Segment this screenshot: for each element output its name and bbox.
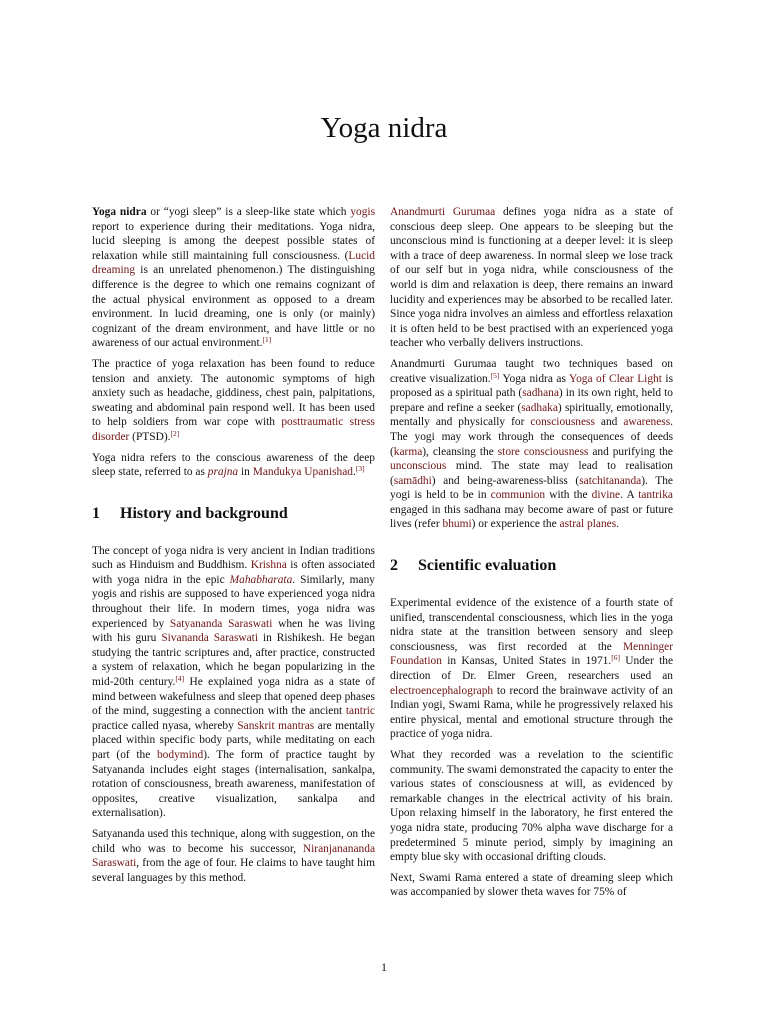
link-store-consciousness[interactable]: store consciousness: [497, 445, 589, 458]
text: is often associated with yoga nidra in the epic: [92, 559, 375, 586]
link-niranjanananda-saraswati[interactable]: Niranjanananda Saraswati: [92, 842, 375, 870]
link-satchitananda[interactable]: satchitananda: [579, 474, 642, 487]
link-tantric[interactable]: tantric: [345, 705, 375, 718]
text: in: [238, 466, 253, 479]
link-awareness[interactable]: awareness: [623, 416, 671, 429]
text: mind. The state may lead to realisation (: [390, 460, 673, 487]
text: .: [352, 466, 356, 479]
link-karma[interactable]: karma: [393, 445, 423, 458]
reference-5[interactable]: [5]: [490, 370, 500, 380]
text: . A: [620, 489, 639, 502]
link-lucid-dreaming[interactable]: Lucid dreaming: [92, 249, 375, 277]
text: defines yoga nidra as a state of conscious deep sleep. One appears to be sleeping but the unconscious mind is functioning at a deeper level: it is sleep with a trace of deep awareness. In normal sleep we lose track of our self but in yoga nidra, while consciousness of the world is dim and relaxation is deep, there remains an inward lucidity and experiences may be absorbed to be recalled later. Since yoga nidra involves an aimless and effortless relaxation it is often held to be best practised with an experienced yoga teacher who verbally delivers instructions.: [390, 206, 674, 350]
text: ). The yogi is held to be in: [390, 474, 673, 502]
link-yogis[interactable]: yogis: [350, 206, 375, 218]
link-krishna[interactable]: Krishna: [250, 559, 287, 572]
text: are mentally placed within specific body parts, while meditating on each part (of the: [92, 719, 376, 761]
section-number: 2: [390, 557, 398, 575]
link-mandukya-upanishad[interactable]: Mandukya Upanishad: [252, 466, 353, 479]
page-number: 1: [381, 960, 387, 974]
section-heading-scientific-evaluation: [390, 556, 673, 576]
text: , from the age of four. He claims to have taught him several languages by this method.: [92, 857, 375, 884]
text: Next, Swami Rama entered a state of dreaming sleep which was accompanied by slower theta waves for 75% of: [390, 871, 673, 899]
link-samadhi[interactable]: samādhi: [393, 474, 432, 487]
text: Anandmurti Gurumaa taught two techniques based on creative visualization.: [390, 357, 673, 385]
text: . The yogi may work through the consequences of deeds (: [390, 416, 673, 458]
text: Yoga nidra refers to the conscious awareness of the deep sleep state, referred to as: [92, 451, 375, 479]
text: Under the direction of Dr. Elmer Green, researchers used an: [390, 655, 673, 683]
reference-6[interactable]: [6]: [611, 653, 620, 663]
link-satyananda-saraswati[interactable]: Satyananda Saraswati: [169, 617, 273, 630]
text: report to experience during their meditations. Yoga nidra, lucid sleeping is among the deepest possible states of relaxation while still maintaining full consciousness. (: [92, 220, 375, 262]
paragraph: [390, 748, 673, 865]
text: is an unrelated phenomenon.) The distinguishing difference is the degree to which one remains cognizant of the actual physical environment as opposed to a dream environment. In lucid dreaming, one is only (or mainly) cognizant of the dream environment, and have little or no awareness of our actual environment.: [92, 264, 375, 350]
link-unconscious[interactable]: unconscious: [390, 460, 447, 473]
text: Satyananda used this technique, along with suggestion, on the child who was to become his successor,: [92, 827, 375, 855]
link-communion[interactable]: communion: [490, 489, 546, 502]
right-column: [390, 205, 673, 906]
text: The practice of yoga relaxation has been found to reduce tension and anxiety. The autonomic symptoms of high anxiety such as headache, giddiness, chest pain, palpitations, sweating and abdominal pain respond well. It has been used to help soldiers from war cope with: [92, 357, 375, 429]
paragraph: [390, 596, 673, 742]
text: He explained yoga nidra as a state of mind between wakefulness and sleep that opened deep phases of the mind, suggesting a connection with the ancient: [92, 676, 376, 718]
link-sivananda-saraswati[interactable]: Sivananda Saraswati: [161, 632, 259, 645]
text: Experimental evidence of the existence of a fourth state of unified, transcendental consciousness, which lies in the yoga nidra state at the transition between sensory and sleep consciousness, was first recorded at the: [390, 597, 673, 653]
text: What they recorded was a revelation to the scientific community. The swami demonstrated the capacity to enter the various states of consciousness at will, as evidenced by remarkable changes in the electrical activity of his brain. Upon relaxing himself in the laboratory, he first entered the yoga nidra state, producing 70% alpha wave discharge for a predetermined 5 minute period, simply by imagining an empty blue sky with occasional drifting clouds.: [390, 749, 673, 864]
text: . Similarly, many yogis and rishis are supposed to have experienced yoga nidra throughout their life. In modern times, yoga nidra was experienced by: [92, 573, 375, 630]
section-number: 1: [92, 504, 100, 522]
text: is proposed as a spiritual path (: [390, 372, 673, 400]
text: in Rishikesh. He began studying the tantric scriptures and, after practice, constructed a system of relaxation, which he began popularizing in the mid-20th century.: [92, 632, 375, 689]
paragraph: [390, 357, 673, 532]
text: in Kansas, United States in 1971.: [441, 655, 612, 668]
paragraph: [390, 871, 673, 900]
page-title: Yoga nidra: [320, 112, 448, 144]
text: ), cleansing the: [422, 445, 498, 458]
paragraph: [92, 205, 375, 351]
link-anandmurti-gurumaa[interactable]: Anandmurti Gurumaa: [390, 206, 496, 218]
reference-4[interactable]: [4]: [175, 674, 185, 684]
section-title: History and background: [120, 504, 288, 522]
link-tantrika[interactable]: tantrika: [638, 489, 673, 502]
term-bold: Yoga nidra: [92, 206, 147, 218]
text: or “yogi sleep” is a sleep-like state which: [146, 206, 351, 218]
paragraph: [92, 357, 375, 445]
link-yoga-of-clear-light[interactable]: Yoga of Clear Light: [568, 372, 662, 385]
reference-1[interactable]: [1]: [262, 335, 272, 345]
text: .: [616, 518, 620, 531]
reference-3[interactable]: [3]: [355, 464, 365, 474]
text: and: [594, 416, 624, 429]
link-sanskrit-mantras[interactable]: Sanskrit mantras: [237, 719, 315, 732]
link-divine[interactable]: divine: [591, 489, 621, 502]
text: practice called nyasa, whereby: [92, 719, 238, 732]
text: ) spiritually, emotionally, mentally and physically for: [390, 401, 673, 429]
paragraph: [92, 451, 375, 480]
paragraph: [92, 544, 375, 821]
link-prajna[interactable]: prajna: [207, 466, 239, 479]
left-column: [92, 205, 375, 891]
text: ) in its own right, held to prepare and refine a seeker (: [390, 387, 674, 414]
link-bhumi[interactable]: bhumi: [442, 518, 472, 531]
link-ptsd[interactable]: posttraumatic stress disorder: [92, 416, 375, 443]
link-mahabharata[interactable]: Mahabharata: [229, 573, 293, 586]
text: Yoga nidra as: [499, 372, 569, 385]
paragraph: [92, 827, 375, 885]
text: to record the brainwave activity of an Indian yogi, Swami Rama, while he progressively relaxed his entire physical, mental and emotional structure through the practice of yoga nidra.: [390, 684, 673, 741]
link-sadhaka[interactable]: sadhaka: [521, 401, 558, 414]
text: ). The form of practice taught by Satyananda includes eight stages (internalisation, sankalpa, rotation of consciousness, breath awareness, manifestation of opposites, creative visualization, sankalpa and externalisation).: [92, 749, 376, 820]
paragraph: [390, 205, 673, 351]
text: engaged in this sadhana may become aware of past or future lives (refer: [390, 503, 673, 531]
link-bodymind[interactable]: bodymind: [156, 749, 204, 761]
text: when he was living with his guru: [92, 617, 375, 645]
text: with the: [545, 489, 592, 502]
link-consciousness[interactable]: consciousness: [530, 416, 595, 429]
link-astral-planes[interactable]: astral planes: [559, 518, 617, 531]
link-menninger-foundation[interactable]: Menninger Foundation: [390, 640, 673, 668]
section-heading-history: [92, 504, 375, 524]
link-sadhana[interactable]: sadhana: [522, 387, 559, 400]
text: and purifying the: [588, 445, 673, 458]
section-title: Scientific evaluation: [418, 557, 557, 575]
text: ) and being-awareness-bliss (: [431, 474, 580, 487]
text: (PTSD).: [129, 430, 171, 443]
link-electroencephalograph[interactable]: electroencephalograph: [390, 684, 494, 697]
reference-2[interactable]: [2]: [170, 428, 180, 438]
text: ) or experience the: [471, 518, 560, 531]
text: The concept of yoga nidra is very ancient in Indian traditions such as Hinduism and Buddhism.: [92, 544, 375, 572]
